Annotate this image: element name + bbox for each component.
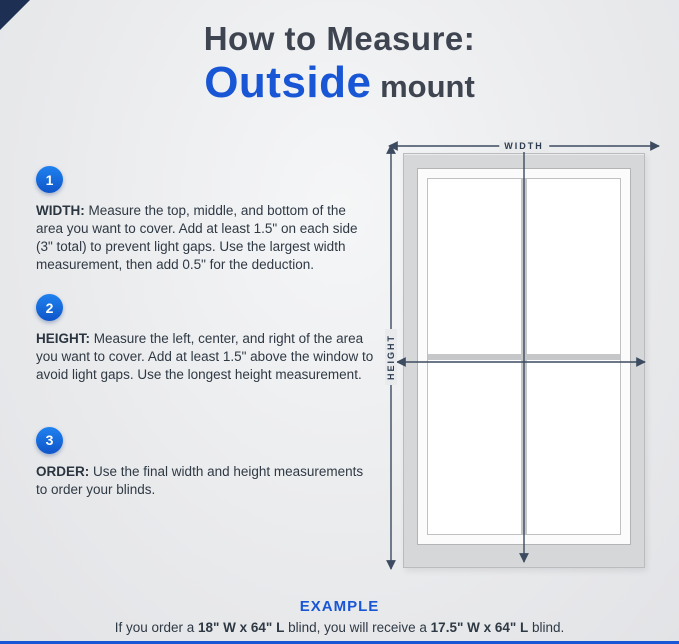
window-pane: [527, 360, 620, 535]
window-illustration: [403, 153, 645, 568]
window-pane: [428, 360, 521, 535]
step-1-badge: 1: [36, 166, 63, 193]
step-1-text: [36, 202, 376, 274]
example-section: [0, 598, 679, 635]
window-sash: [417, 168, 631, 545]
width-measurement-label: WIDTH: [499, 140, 549, 152]
step-3-body: Use the final width and height measurements to order your blinds.: [36, 463, 364, 497]
example-suffix: blind.: [528, 620, 565, 635]
step-width: [36, 166, 380, 274]
page-title: How to Measure:: [203, 20, 476, 57]
window-panes: [427, 178, 621, 535]
step-2-text: [36, 330, 376, 384]
header: [0, 20, 679, 108]
example-receive-size: 17.5" W x 64" L: [430, 620, 529, 635]
page-subtitle: [0, 58, 679, 108]
window-diagram: [378, 133, 670, 585]
subtitle-accent: Outside: [204, 58, 372, 107]
example-heading: EXAMPLE: [299, 598, 380, 615]
step-2-label: HEIGHT:: [36, 331, 90, 347]
step-order: [36, 427, 380, 499]
step-2-badge: 2: [36, 294, 63, 321]
example-text: [0, 620, 679, 635]
step-3-badge: 3: [36, 427, 63, 454]
window-pane: [527, 179, 620, 354]
step-height: [36, 294, 380, 384]
step-3-label: ORDER:: [36, 463, 90, 479]
example-order-size: 18" W x 64" L: [198, 620, 285, 635]
window-pane: [428, 179, 521, 354]
step-1-body: Measure the top, middle, and bottom of the area you want to cover. Add at least 1.5" on each side (3" total) to prevent light gaps. Use the largest width measurement, then add 0.5" for the deduction.: [36, 203, 358, 273]
height-measurement-label: HEIGHT: [385, 329, 397, 385]
example-middle: blind, you will receive a: [284, 620, 431, 635]
steps-list: [36, 166, 380, 519]
step-1-label: WIDTH:: [36, 203, 85, 218]
step-2-body: Measure the left, center, and right of the area you want to cover. Add at least 1.5" above the window to avoid light gaps. Use the longest height measurement.: [36, 331, 374, 383]
subtitle-rest: mount: [371, 69, 475, 104]
example-prefix: If you order a: [114, 620, 198, 635]
step-3-text: [36, 463, 376, 499]
